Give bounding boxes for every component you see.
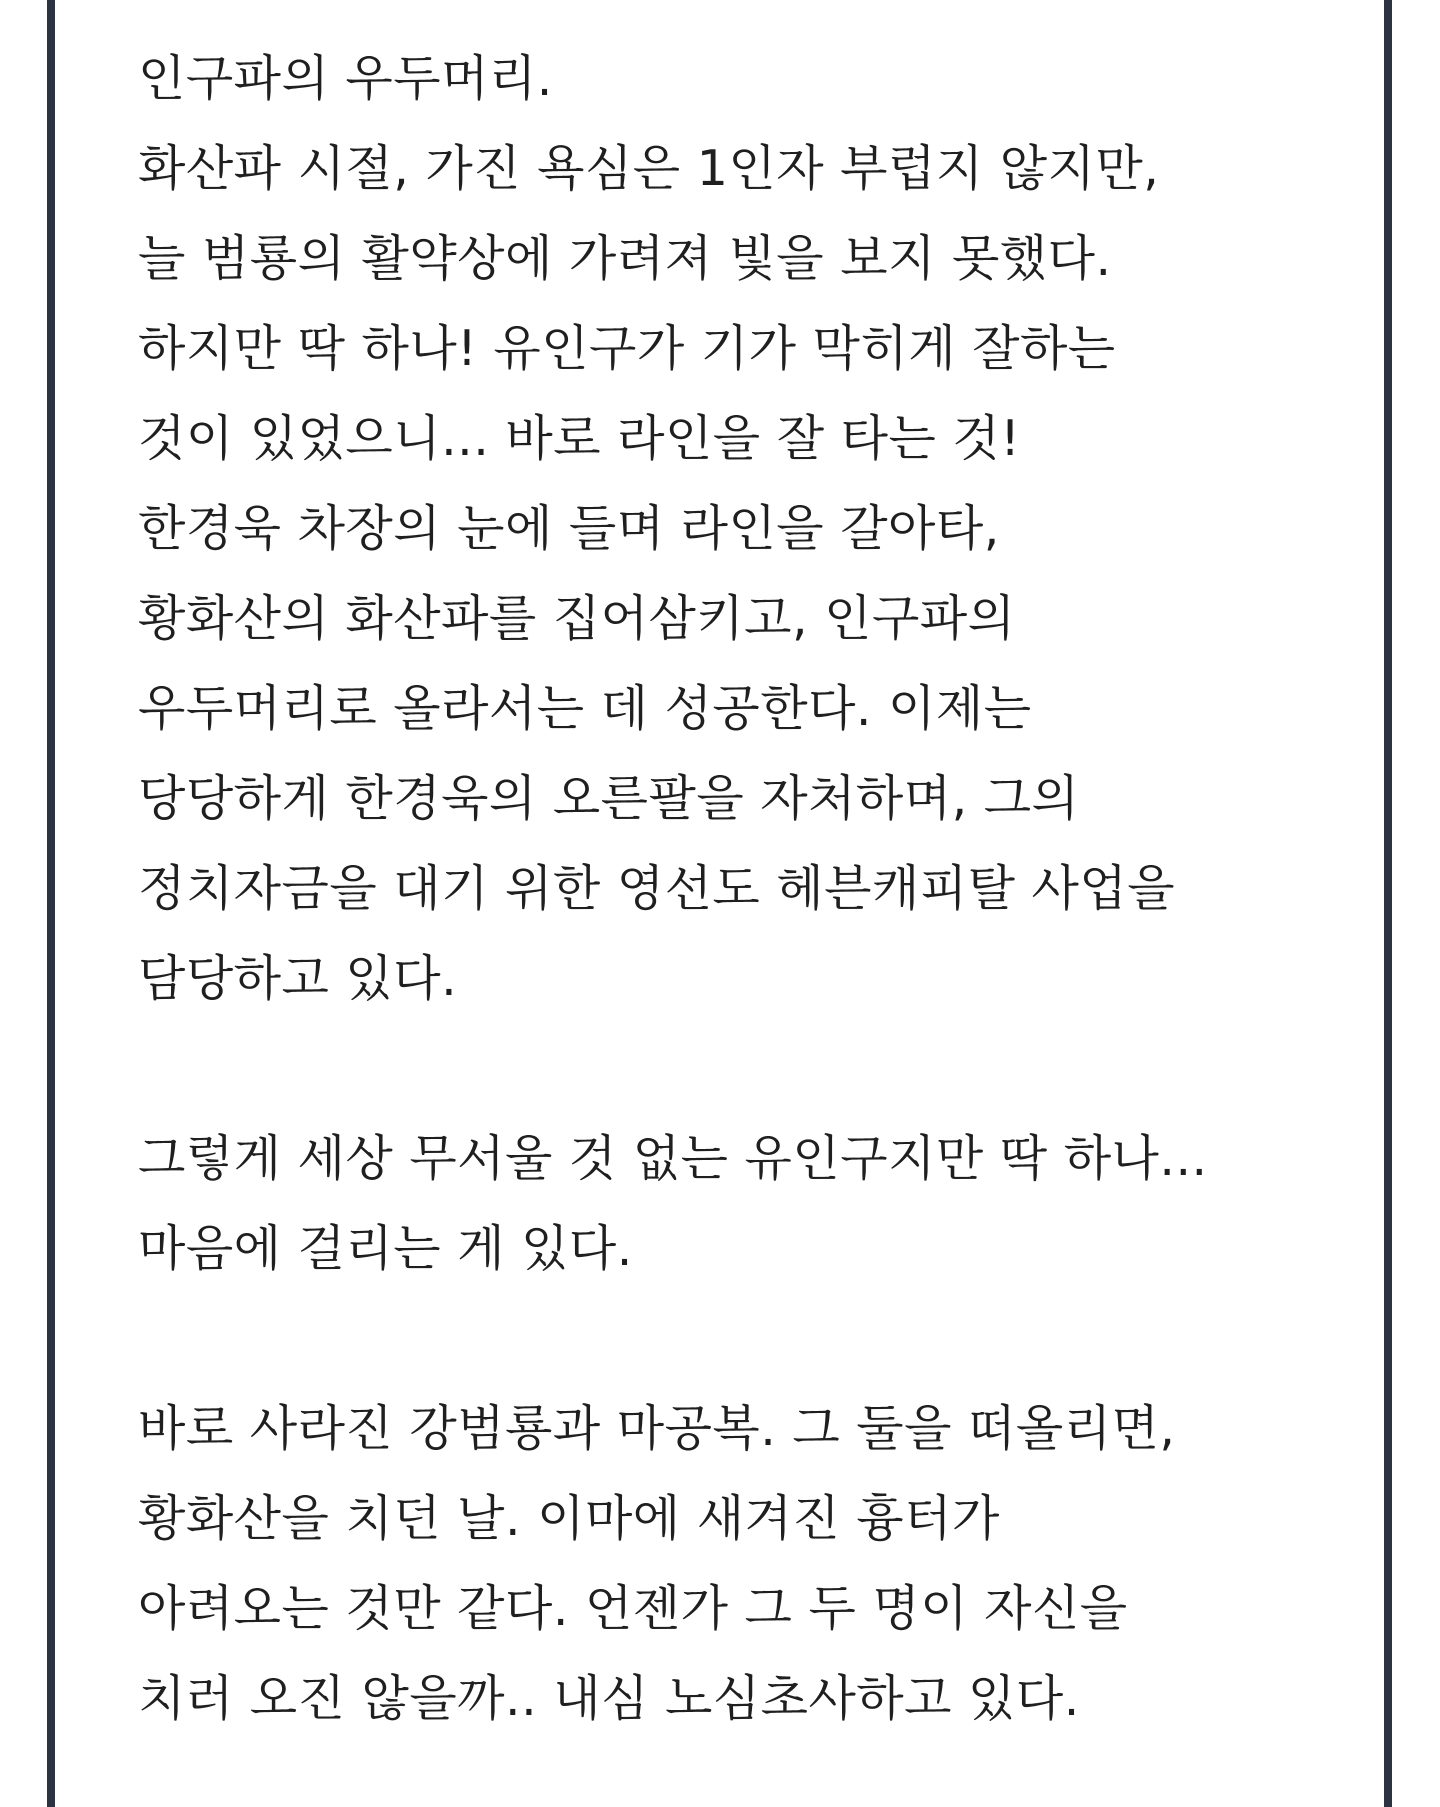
text-line: 바로 사라진 강범룡과 마공복. 그 둘을 떠올리면, bbox=[138, 1400, 1176, 1457]
paragraph-gap bbox=[138, 1024, 1368, 1114]
text-line: 하지만 딱 하나! 유인구가 기가 막히게 잘하는 bbox=[138, 320, 1116, 377]
text-line: 당당하게 한경욱의 오른팔을 자처하며, 그의 bbox=[138, 770, 1080, 827]
paragraph-gap bbox=[138, 1294, 1368, 1384]
text-line: 마음에 걸리는 게 있다. bbox=[138, 1220, 633, 1277]
text-line: 황화산을 치던 날. 이마에 새겨진 흉터가 bbox=[138, 1490, 1000, 1547]
text-line: 황화산의 화산파를 집어삼키고, 인구파의 bbox=[138, 590, 1016, 647]
right-frame-border bbox=[1384, 0, 1392, 1807]
text-line: 담당하고 있다. bbox=[138, 950, 458, 1007]
text-line: 정치자금을 대기 위한 영선도 헤븐캐피탈 사업을 bbox=[138, 860, 1176, 917]
left-frame-border bbox=[47, 0, 55, 1807]
text-line: 인구파의 우두머리. bbox=[138, 50, 553, 107]
paragraph-2 bbox=[138, 1114, 1368, 1294]
text-line: 것이 있었으니... 바로 라인을 잘 타는 것! bbox=[138, 410, 1021, 467]
text-line: 한경욱 차장의 눈에 들며 라인을 갈아타, bbox=[138, 500, 1000, 557]
text-line: 화산파 시절, 가진 욕심은 1인자 부럽지 않지만, bbox=[138, 140, 1160, 197]
text-line: 아려오는 것만 같다. 언젠가 그 두 명이 자신을 bbox=[138, 1580, 1128, 1637]
paragraph-1 bbox=[138, 34, 1368, 1024]
description-text-body bbox=[138, 34, 1368, 1744]
text-line: 늘 범룡의 활약상에 가려져 빛을 보지 못했다. bbox=[138, 230, 1112, 287]
text-line: 우두머리로 올라서는 데 성공한다. 이제는 bbox=[138, 680, 1032, 737]
paragraph-3 bbox=[138, 1384, 1368, 1744]
text-line: 그렇게 세상 무서울 것 없는 유인구지만 딱 하나... bbox=[138, 1130, 1208, 1187]
text-line: 치러 오진 않을까.. 내심 노심초사하고 있다. bbox=[138, 1670, 1080, 1727]
